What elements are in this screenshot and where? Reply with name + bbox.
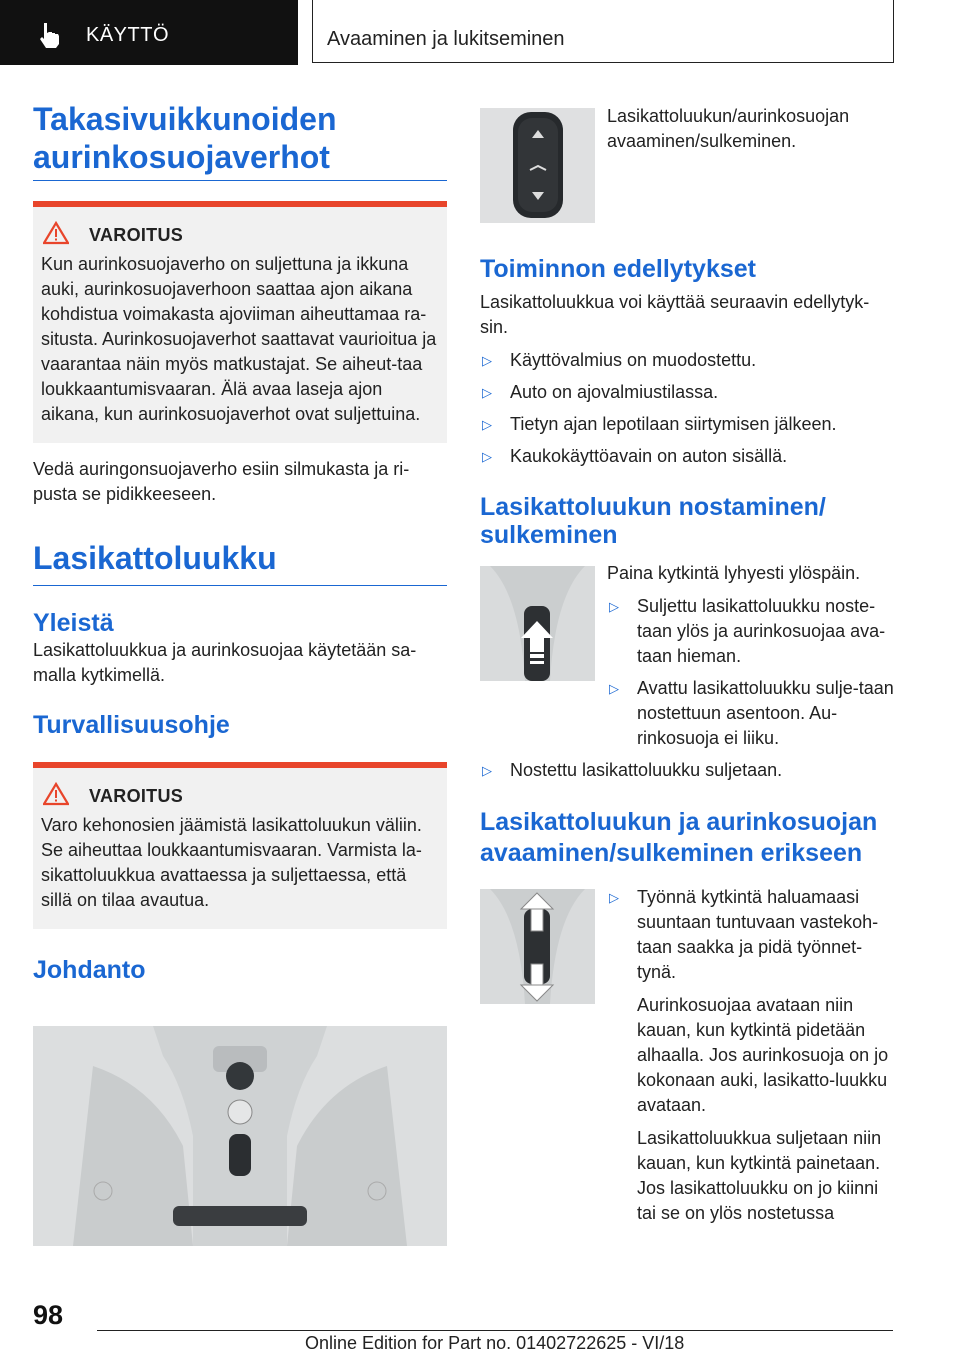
list-item: ▷ Suljettu lasikattoluukku noste-taan ylös ja aurinkosuojaa ava-taan hieman. — [609, 596, 886, 666]
title-rule — [33, 585, 447, 586]
warning-triangle-icon — [43, 221, 69, 245]
section-tab — [0, 0, 298, 65]
heading-intro: Johdanto — [33, 956, 146, 984]
bullet-triangle-icon: ▷ — [609, 681, 619, 696]
warning-triangle-icon — [43, 782, 69, 806]
list-item: ▷ Käyttövalmius on muodostettu. — [480, 348, 896, 373]
paragraph: Lasikattoluukkua suljetaan niin kauan, kun kytkintä painetaan. Jos lasikattoluukku on jo kiinni tai se on ylös nostetussa — [637, 1128, 882, 1223]
chapter-header — [312, 0, 894, 63]
warning-box-1 — [33, 201, 447, 443]
overhead-console-image — [33, 1026, 447, 1246]
heading-raise-close: Lasikattoluukun nostaminen/ sulkeminen — [480, 493, 826, 549]
warning-text: Varo kehonosien jäämistä lasikattoluukun väliin. Se aiheuttaa loukkaantumisvaaran. Varmista la-sikattoluukkua avattaessa ja suljettaessa, että sillä on tilaa avautua. — [41, 815, 422, 910]
list-item: ▷ Työnnä kytkintä haluamaasi suuntaan tuntuvaan vastekoh-taan saakka ja pidä työnnet-tynä. — [609, 887, 879, 982]
switch-up-image — [480, 566, 595, 681]
footer-rule — [97, 1330, 893, 1331]
section-label: KÄYTTÖ — [86, 24, 170, 46]
bullet-triangle-icon: ▷ — [482, 449, 492, 464]
list-item: ▷ Auto on ajovalmiustilassa. — [480, 380, 896, 405]
edition-info: Online Edition for Part no. 01402722625 - VI/18 — [305, 1333, 685, 1353]
list-item: ▷ Kaukokäyttöavain on auton sisällä. — [480, 444, 896, 469]
warning-text: Kun aurinkosuojaverho on suljettuna ja ikkuna auki, aurinkosuojaverhoon saattaa ajon aikana kohdistua voimakasta ajoviiman aiheuttamaa ra-situsta. Aurinkosuojaverhot saattavat vaurioitua ja vaarantaa näin myös matkustajat. Se aiheut-taa loukkaantumisvaaran. Älä avaa laseja ajon aikana, kun aurinkosuojaverhot ovat suljettuina. — [41, 254, 437, 424]
paragraph: Aurinkosuojaa avataan niin kauan, kun kytkintä pidetään alhaalla. Jos aurinkosuoja on jo kokonaan auki, lasikatto-luukku avataan. — [637, 995, 889, 1115]
paragraph: Vedä auringonsuojaverho esiin silmukasta ja ri-pusta se pidikkeeseen. — [33, 459, 410, 504]
left-column — [33, 100, 447, 985]
page-number: 98 — [33, 1300, 64, 1330]
bullet-triangle-icon: ▷ — [609, 599, 619, 614]
bullet-triangle-icon: ▷ — [609, 890, 619, 905]
title-sunroof: Lasikattoluukku — [33, 540, 277, 576]
switch-updown-image — [480, 889, 595, 1004]
list-item: ▷ Nostettu lasikattoluukku suljetaan. — [480, 758, 896, 783]
requirements-list — [480, 348, 896, 469]
title-side-shades: Takasivuikkunoiden aurinkosuojaverhot — [33, 101, 337, 175]
warning-label: VAROITUS — [89, 786, 184, 806]
heading-safety: Turvallisuusohje — [33, 711, 230, 739]
paragraph: Paina kytkintä lyhyesti ylöspäin. — [607, 563, 861, 583]
switch-image — [480, 108, 595, 223]
heading-separately: Lasikattoluukun ja aurinkosuojan avaaminen/sulkeminen erikseen — [480, 808, 878, 867]
chapter-title: Avaaminen ja lukitseminen — [327, 28, 565, 50]
title-rule — [33, 180, 447, 181]
bullet-triangle-icon: ▷ — [482, 417, 492, 432]
paragraph: Lasikattoluukkua voi käyttää seuraavin edellytyk-sin. — [480, 292, 870, 337]
list-item: ▷ Tietyn ajan lepotilaan siirtymisen jälkeen. — [480, 412, 896, 437]
list-item: ▷ Avattu lasikattoluukku sulje-taan nostettuun asentoon. Au-rinkosuoja ei liiku. — [609, 678, 894, 748]
heading-general: Yleistä — [33, 609, 114, 637]
switch-caption: Lasikattoluukun/aurinkosuojan avaaminen/sulkeminen. — [607, 106, 850, 151]
warning-box-2 — [33, 762, 447, 929]
warning-label: VAROITUS — [89, 225, 184, 245]
paragraph: Lasikattoluukkua ja aurinkosuojaa käytetään sa-malla kytkimellä. — [33, 640, 417, 685]
heading-requirements: Toiminnon edellytykset — [480, 255, 756, 283]
bullet-triangle-icon: ▷ — [482, 763, 492, 778]
right-column — [480, 100, 896, 1226]
hand-icon — [34, 20, 64, 50]
bullet-triangle-icon: ▷ — [482, 353, 492, 368]
bullet-triangle-icon: ▷ — [482, 385, 492, 400]
